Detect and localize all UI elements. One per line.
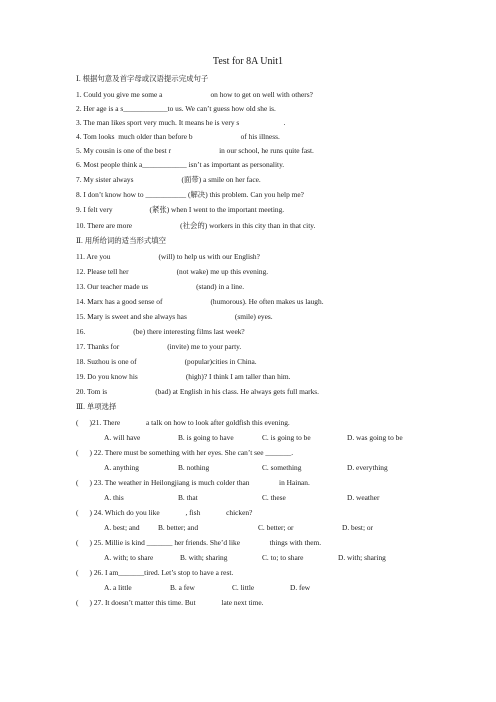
option-21-d: D. was going to be xyxy=(347,433,403,442)
option-23-a: A. this xyxy=(104,493,124,502)
option-26-c: C. little xyxy=(232,583,255,592)
question-1: 1. Could you give me some a on how to get on well with others? xyxy=(76,90,313,99)
question-6: 6. Most people think a____________ isn’t as important as personality. xyxy=(76,160,285,169)
option-22-a: A. anything xyxy=(104,463,139,472)
section-heading-3: Ⅲ. 单项选择 xyxy=(76,402,117,411)
question-9: 9. I felt very (紧张) when I went to the important meeting. xyxy=(76,205,285,214)
option-22-d: D. everything xyxy=(347,463,388,472)
question-12: 12. Please tell her (not wake) me up this evening. xyxy=(76,267,269,276)
question-25: ( ) 25. Millie is kind _______ her friends. She’d like things with them. xyxy=(76,538,322,547)
option-24-c: C. better; or xyxy=(258,523,294,532)
option-21-b: B. is going to have xyxy=(178,433,234,442)
question-5: 5. My cousin is one of the best r in our school, he runs quite fast. xyxy=(76,146,314,155)
option-26-b: B. a few xyxy=(170,583,195,592)
option-22-b: B. nothing xyxy=(178,463,210,472)
question-17: 17. Thanks for (invite) me to your party. xyxy=(76,342,242,351)
option-26-a: A. a little xyxy=(104,583,132,592)
option-24-a: A. best; and xyxy=(104,523,140,532)
question-13: 13. Our teacher made us (stand) in a line. xyxy=(76,282,245,291)
option-25-d: D. with; sharing xyxy=(338,553,386,562)
option-25-c: C. to; to share xyxy=(262,553,304,562)
option-24-d: D. best; or xyxy=(342,523,373,532)
question-22: ( ) 22. There must be something with her eyes. She can’t see _______. xyxy=(76,448,294,457)
question-18: 18. Suzhou is one of (popular)cities in China. xyxy=(76,357,257,366)
question-26: ( ) 26. I am_______tired. Let’s stop to have a rest. xyxy=(76,568,234,577)
question-14: 14. Marx has a good sense of (humorous). He often makes us laugh. xyxy=(76,297,324,306)
question-20: 20. Tom is (bad) at English in his class. He always gets full marks. xyxy=(76,387,320,396)
section-heading-2: Ⅱ. 用所给词的适当形式填空 xyxy=(76,236,167,245)
option-26-d: D. few xyxy=(290,583,311,592)
option-23-b: B. that xyxy=(178,493,198,502)
option-21-c: C. is going to be xyxy=(262,433,311,442)
question-10: 10. There are more (社会的) workers in this city than in that city. xyxy=(76,221,316,230)
question-16: 16. (be) there interesting films last week? xyxy=(76,327,245,336)
question-4: 4. Tom looks much older than before b of his illness. xyxy=(76,132,280,141)
option-23-c: C. these xyxy=(262,493,286,502)
option-25-b: B. with; sharing xyxy=(180,553,228,562)
question-2: 2. Her age is a s____________to us. We can’t guess how old she is. xyxy=(76,104,276,113)
option-24-b: B. better; and xyxy=(158,523,199,532)
question-3: 3. The man likes sport very much. It means he is very s . xyxy=(76,118,286,127)
question-24: ( ) 24. Which do you like , fish chicken? xyxy=(76,508,253,517)
question-21: ( )21. There a talk on how to look after goldfish this evening. xyxy=(76,418,290,427)
question-8: 8. I don’t know how to ___________ (解决) this problem. Can you help me? xyxy=(76,190,304,199)
question-23: ( ) 23. The weather in Heilongjiang is much colder than in Hainan. xyxy=(76,478,310,487)
option-21-a: A. will have xyxy=(104,433,141,442)
option-22-c: C. something xyxy=(262,463,302,472)
page-title: Test for 8A Unit1 xyxy=(212,56,284,67)
question-7: 7. My sister always (面带) a smile on her face. xyxy=(76,175,261,184)
option-25-a: A. with; to share xyxy=(104,553,154,562)
option-23-d: D. weather xyxy=(347,493,380,502)
question-27: ( ) 27. It doesn’t matter this time. But late next time. xyxy=(76,598,264,607)
question-15: 15. Mary is sweet and she always has (smile) eyes. xyxy=(76,312,273,321)
question-19: 19. Do you know his (high)? I think I am taller than him. xyxy=(76,372,291,381)
section-heading-1: Ⅰ. 根据句意及首字母或汉语提示完成句子 xyxy=(76,74,209,83)
question-11: 11. Are you (will) to help us with our English? xyxy=(76,252,260,261)
